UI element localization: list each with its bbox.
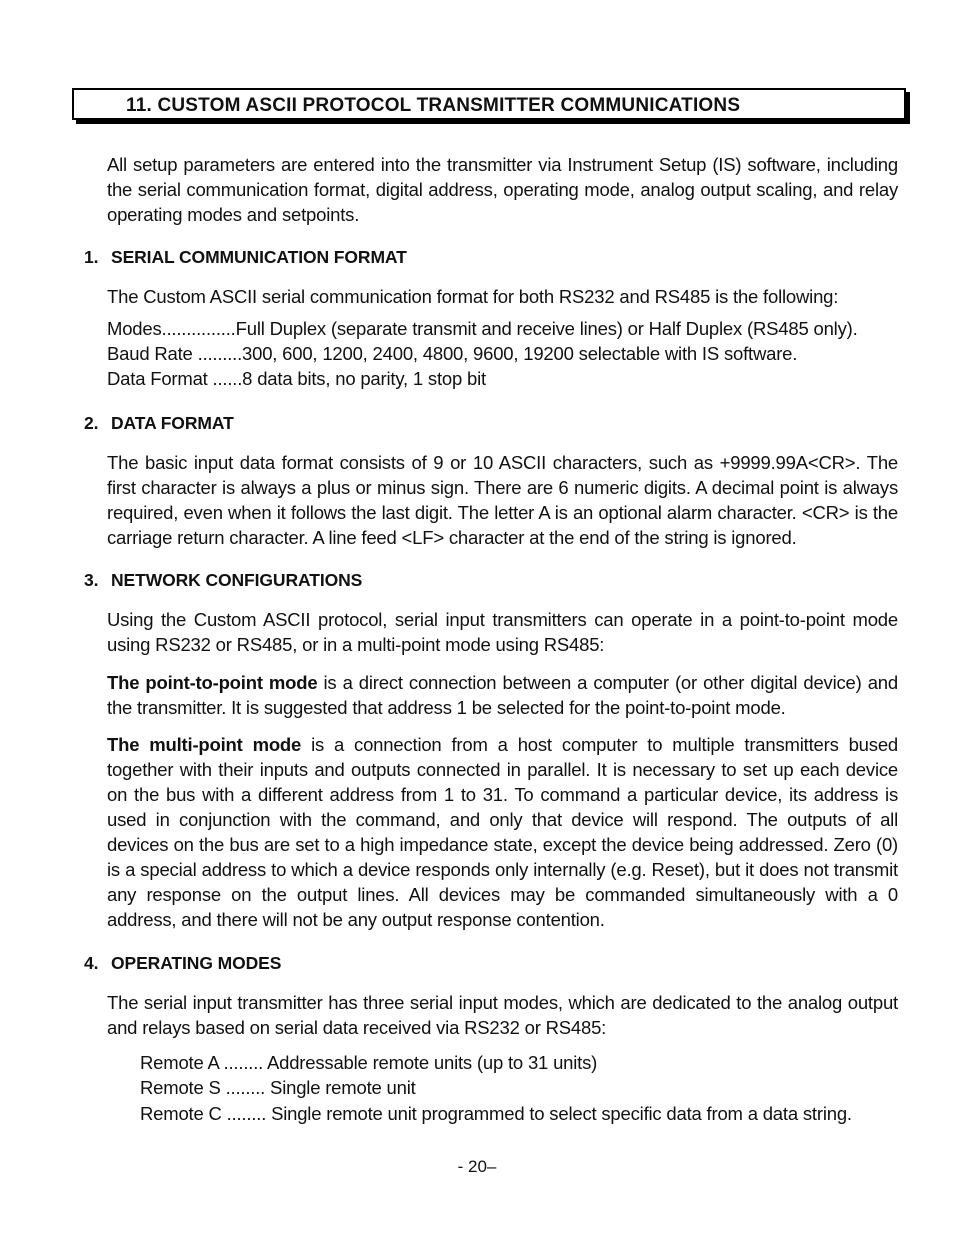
- heading-number: 2.: [84, 413, 99, 433]
- mode-line-remote-c: Remote C ........ Single remote unit programmed to select specific data from a data string.: [140, 1103, 852, 1124]
- heading-operating-modes: [84, 953, 281, 974]
- format-line-baud-rate: Baud Rate .........300, 600, 1200, 2400, 4800, 9600, 19200 selectable with IS software.: [107, 343, 798, 364]
- multi-point-paragraph: [107, 732, 898, 932]
- heading-serial-communication-format: [84, 247, 407, 268]
- heading-text: DATA FORMAT: [111, 413, 234, 433]
- serial-format-paragraph: The Custom ASCII serial communication format for both RS232 and RS485 is the following:: [107, 286, 839, 307]
- mode-line-remote-s: Remote S ........ Single remote unit: [140, 1077, 416, 1098]
- heading-data-format: [84, 413, 234, 434]
- heading-number: 3.: [84, 570, 99, 590]
- heading-text: OPERATING MODES: [111, 953, 282, 973]
- point-to-point-label: The point-to-point mode: [107, 672, 318, 693]
- multi-point-label: The multi-point mode: [107, 734, 302, 755]
- heading-number: 1.: [84, 247, 99, 267]
- format-line-modes: Modes...............Full Duplex (separate transmit and receive lines) or Half Duplex (RS485 only).: [107, 318, 858, 339]
- point-to-point-text: is a direct connection between a computer (or other digital device) and the transmitter. It is suggested that address 1 be selected for the point-to-point mode.: [107, 672, 898, 718]
- intro-paragraph: All setup parameters are entered into the transmitter via Instrument Setup (IS) software, including the serial communication format, digital address, operating mode, analog output scaling, and relay operating modes and setpoints.: [107, 154, 898, 225]
- section-title: 11. CUSTOM ASCII PROTOCOL TRANSMITTER COMMUNICATIONS: [126, 95, 741, 116]
- mode-line-remote-a: Remote A ........ Addressable remote units (up to 31 units): [140, 1052, 598, 1073]
- section-title-box: [72, 88, 906, 120]
- heading-text: NETWORK CONFIGURATIONS: [111, 570, 363, 590]
- heading-text: SERIAL COMMUNICATION FORMAT: [111, 247, 407, 267]
- data-format-paragraph: The basic input data format consists of 9 or 10 ASCII characters, such as +9999.99A<CR>. The first character is always a plus or minus sign. There are 6 numeric digits. A decimal point is always required, even when it follows the last digit. The letter A is an optional alarm character. <CR> is the carriage return character. A line feed <LF> character at the end of the string is ignored.: [107, 452, 898, 548]
- format-line-data-format: Data Format ......8 data bits, no parity, 1 stop bit: [107, 368, 486, 389]
- point-to-point-paragraph: [107, 670, 898, 720]
- multi-point-text: is a connection from a host computer to multiple transmitters bused together with their inputs and outputs connected in parallel. It is necessary to set up each device on the bus with a different address from 1 to 31. To command a particular device, its address is used in conjunction with the command, and only that device will respond. The outputs of all devices on the bus are set to a high impedance state, except the device being addressed. Zero (0) is a special address to which a device responds only internally (e.g. Reset), but it does not transmit any response on the output lines. All devices may be commanded simultaneously with a 0 address, and there will not be any output response contention.: [107, 734, 899, 930]
- heading-network-configurations: [84, 570, 362, 591]
- operating-modes-paragraph: The serial input transmitter has three serial input modes, which are dedicated to the analog output and relays based on serial data received via RS232 or RS485:: [107, 992, 898, 1038]
- page-number: - 20–: [457, 1157, 497, 1176]
- network-paragraph: Using the Custom ASCII protocol, serial input transmitters can operate in a point-to-point mode using RS232 or RS485, or in a multi-point mode using RS485:: [107, 609, 898, 655]
- heading-number: 4.: [84, 953, 99, 973]
